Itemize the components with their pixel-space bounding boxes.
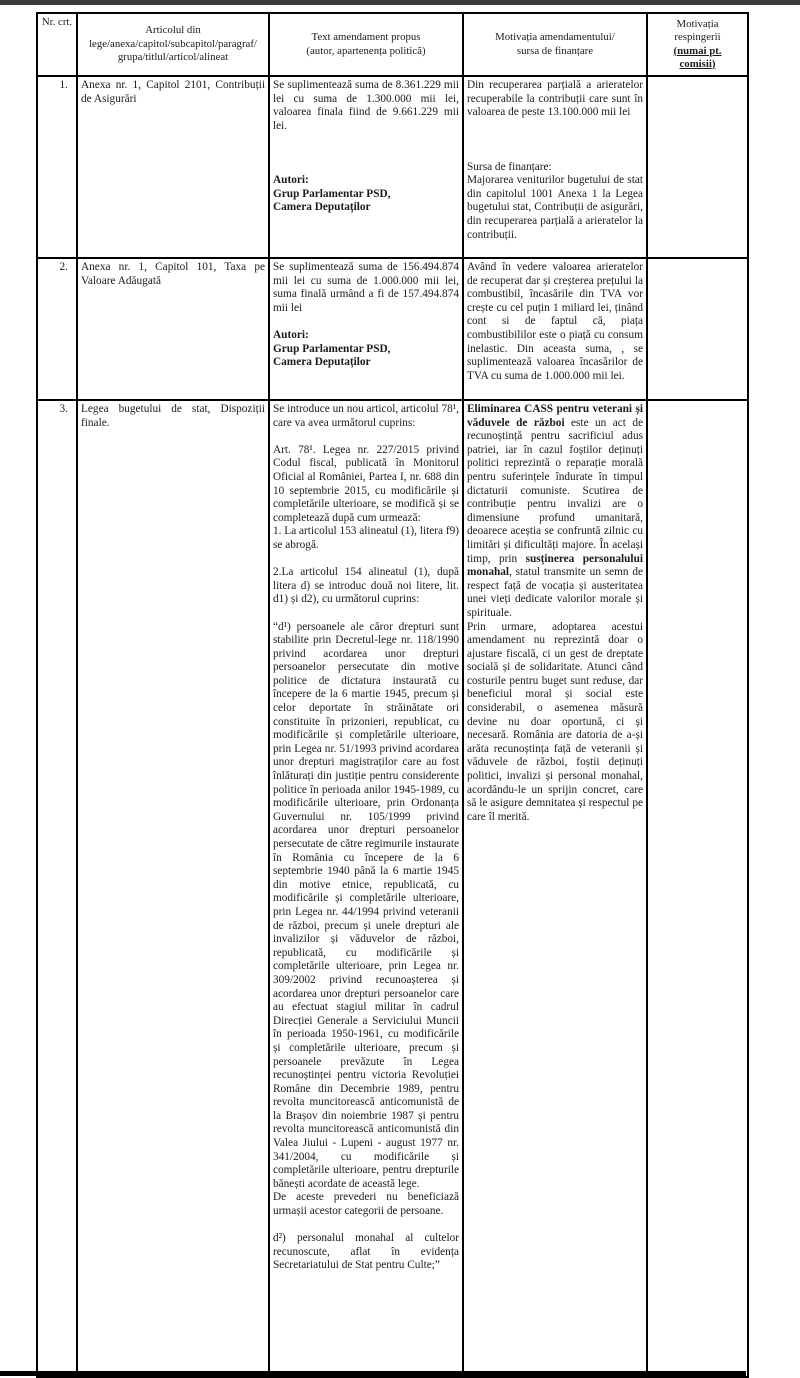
column-header-amendment	[269, 13, 463, 76]
paragraph	[273, 403, 459, 430]
cell-motivation	[463, 76, 647, 258]
column-header-article	[77, 13, 269, 76]
blank-line	[273, 133, 459, 147]
paragraph	[467, 174, 643, 242]
text-segment: Majorarea veniturilor bugetului de stat din capitolul 1001 Anexa 1 la Legea bugetului stat, Contribuții de asigurări, din recuperarea parțială a arieratelor la contribuții.	[467, 174, 643, 241]
text-segment: susținerea personalului monahal	[467, 552, 643, 579]
blank-line	[273, 161, 459, 175]
text-segment: Anexa nr. 1, Capitol 101, Taxa pe Valoare Adăugată	[81, 261, 265, 287]
text-segment: Se suplimentează suma de 8.361.229 mii lei cu suma de 1.300.000 mii lei, valoarea finala fiind de 9.661.229 mii lei.	[273, 79, 459, 132]
paragraph	[81, 79, 265, 106]
table-body	[37, 76, 748, 1377]
text-segment: 1. La articolul 153 alineatul (1), litera f9) se abrogă.	[273, 525, 460, 551]
scan-top-edge	[0, 0, 800, 5]
paragraph	[273, 356, 459, 370]
cell-amendment	[269, 76, 463, 258]
table-header	[37, 13, 748, 76]
cell-amendment	[269, 258, 463, 400]
text-segment: , statul transmite un semn de respect față de vocația și austeritatea unei vieți dedicate valorilor morale și spirituale.	[467, 566, 643, 619]
header-line: (autor, apartenența politică)	[306, 44, 426, 57]
cell-article	[77, 258, 269, 400]
blank-line	[273, 553, 459, 567]
blank-line	[273, 430, 459, 444]
text-segment: Grup Parlamentar PSD,	[273, 342, 391, 355]
text-segment: Se introduce un nou articol, articolul 78¹, care va avea următorul cuprins:	[273, 403, 459, 429]
column-header-motivation	[463, 13, 647, 76]
header-line: Nr. crt.	[41, 16, 73, 28]
paragraph	[467, 403, 643, 621]
header-line: Articolul din	[145, 24, 201, 37]
paragraph	[467, 621, 643, 825]
header-line: lege/anexa/capitol/subcapitol/paragraf/	[89, 37, 257, 50]
scan-bottom-edge	[0, 1371, 746, 1376]
text-segment: Din recuperarea parțială a arieratelor recuperabile la contribuții care sunt în valoarea de peste 13.100.000 mii lei	[467, 79, 643, 119]
text-segment: De aceste prevederi nu beneficiază urmașii acestor categorii de persoane.	[273, 1191, 459, 1218]
paragraph	[273, 261, 459, 315]
text-segment: 2.La articolul 154 alineatul (1), după litera d) se introduc două noi litere, lit. d1) și d2), cu următorul cuprins:	[273, 566, 459, 606]
table-row	[37, 76, 748, 258]
table-row	[37, 258, 748, 400]
cell-motivation	[463, 400, 647, 1377]
header-line: grupa/titlul/articol/alineat	[117, 51, 229, 64]
header-line: sursa de finanțare	[516, 44, 594, 57]
text-segment: Eliminarea CASS pentru veterani și văduvele de război	[467, 403, 643, 429]
cell-nr: 1.	[37, 76, 77, 258]
paragraph	[81, 403, 265, 430]
header-line: Text amendament propus	[311, 31, 421, 44]
cell-nr: 3.	[37, 400, 77, 1377]
paragraph	[273, 329, 459, 343]
amendments-table	[36, 12, 749, 1378]
cell-motivation	[463, 258, 647, 400]
text-segment: Anexa nr. 1, Capitol 2101, Contribuții de Asigurări	[81, 79, 265, 105]
header-line: Motivația	[676, 17, 719, 30]
header-line: Motivația amendamentului/	[495, 31, 615, 44]
text-segment: Având în vedere valoarea arieratelor de recuperat dar și creșterea prețului la combustibil, încasările din TVA vor crește cu cel puțin 1 miliard lei, ținând cont si de faptul că, piața combustibililor este o piață cu consum inelastic. Din aceasta suma, , se suplimentează valoarea încasărilor de TVA cu suma de 1.000.000 mii lei.	[467, 261, 643, 382]
cell-rejection	[647, 76, 748, 258]
cell-nr: 2.	[37, 258, 77, 400]
cell-article	[77, 400, 269, 1377]
blank-line	[273, 1219, 459, 1233]
text-segment: Autori:	[273, 328, 309, 341]
cell-rejection	[647, 400, 748, 1377]
paragraph	[273, 1232, 459, 1273]
text-segment: Art. 78¹. Legea nr. 227/2015 privind Codul fiscal, publicată în Monitorul Oficial al României, Partea I, nr. 688 din 10 septembrie 2015, cu modificările și completările ulterioare, se modifică și se completează după cum urmează:	[273, 443, 459, 524]
paragraph	[273, 201, 459, 215]
paragraph	[273, 79, 459, 133]
header-row	[37, 13, 748, 76]
text-segment: Camera Deputaților	[273, 201, 371, 214]
cell-rejection	[647, 258, 748, 400]
paragraph	[81, 261, 265, 288]
text-segment: Se suplimentează suma de 156.494.874 mii lei cu suma de 1.000.000 mii lei, suma finală urmând a fi de 157.494.874 mii lei	[273, 261, 459, 314]
paragraph	[273, 188, 459, 202]
text-segment: Autori:	[273, 174, 309, 187]
paragraph	[273, 621, 459, 1192]
blank-line	[467, 133, 643, 147]
blank-line	[273, 607, 459, 621]
blank-line	[467, 120, 643, 134]
column-header-rejection	[647, 13, 748, 76]
blank-line	[467, 147, 643, 161]
text-segment: Sursa de finanțare:	[467, 160, 552, 173]
paragraph	[273, 444, 459, 526]
paragraph	[467, 79, 643, 120]
paragraph	[273, 566, 459, 607]
paragraph	[273, 174, 459, 188]
column-header-nr	[37, 13, 77, 76]
text-segment: Grup Parlamentar PSD,	[273, 187, 391, 200]
header-line: (numai pt.	[673, 44, 722, 57]
paragraph	[467, 161, 643, 175]
text-segment: d²) personalul monahal al cultelor recunoscute, aflat în evidența Secretariatului de Stat pentru Culte;”	[273, 1232, 459, 1272]
blank-line	[273, 315, 459, 329]
text-segment: este un act de recunoștință pentru sacrificiul adus patriei, iar în cazul foștilor deținuți politici reprezintă o reparație morală pentru suferințele îndurate în timpul dictaturii comuniste. Scutirea de contribuție pentru invalizi are o dimensiune profund umanitară, deoarece aceștia se confruntă zilnic cu limitări și dificultăți majore. În același timp, prin	[467, 416, 643, 565]
cell-amendment	[269, 400, 463, 1377]
text-segment: Prin urmare, adoptarea acestui amendament nu reprezintă doar o ajustare fiscală, ci un gest de dreptate socială și de solidaritate. Atunci când costurile pentru buget sunt reduse, dar beneficiul moral și social este considerabil, o asemenea măsură devine nu doar oportună, ci și necesară. România are datoria de a-și arăta recunoștința față de veteranii și văduvele de război, foștii deținuți politici, invalizi și personal monahal, acordându-le un sprijin concret, care să le asigure demnitatea și respectul pe care îl merită.	[467, 620, 643, 823]
paragraph	[273, 1191, 459, 1218]
cell-article	[77, 76, 269, 258]
header-line: respingerii	[674, 31, 721, 44]
text-segment: “d¹) persoanele ale căror drepturi sunt stabilite prin Decretul-lege nr. 118/1990 privind acordarea unor drepturi persoanelor persecutate din motive politice de dictatura instaurată cu începere de la 6 martie 1945, precum și celor deportate în străinătate ori constituite în prizonieri, republicat, cu modificările și completările ulterioare, prin Legea nr. 51/1993 privind acordarea unor drepturi magistraților care au fost înlăturați din justiție pentru considerente politice în perioada anilor 1945-1989, cu modificările ulterioare, prin Ordonanța Guvernului nr. 105/1999 privind acordarea unor drepturi persoanelor persecutate de către regimurile instaurate în România cu începere de la 6 septembrie 1940 până la 6 martie 1945 din motive etnice, republicată, cu modificările și completările ulterioare, prin Legea nr. 44/1994 privind veteranii de război, precum și unele drepturi ale invalizilor și văduvelor de război, republicată, cu modificările și completările ulterioare, prin Legea nr. 309/2002 privind recunoașterea și acordarea unor drepturi persoanelor care au efectuat stagiul militar în cadrul Direcției Generale a Serviciului Muncii în perioada 1950-1961, cu modificările și completările ulterioare, precum și persoanele prevăzute în Legea recunoștinței pentru victoria Revoluției Române din Decembrie 1989, pentru revolta muncitorească anticomunistă de la Brașov din noiembrie 1987 și pentru revolta muncitorească anticomunistă din Valea Jiului - Lupeni - august 1977 nr. 341/2004, cu modificările și completările ulterioare, pentru drepturile bănești acordate de această lege.	[273, 620, 459, 1190]
table-row	[37, 400, 748, 1377]
paragraph	[273, 525, 459, 552]
text-segment: Legea bugetului de stat, Dispoziții finale.	[81, 403, 265, 429]
blank-line	[273, 147, 459, 161]
paragraph	[273, 343, 459, 357]
paragraph	[467, 261, 643, 383]
header-line: comisii)	[679, 57, 716, 70]
text-segment: Camera Deputaților	[273, 356, 371, 369]
